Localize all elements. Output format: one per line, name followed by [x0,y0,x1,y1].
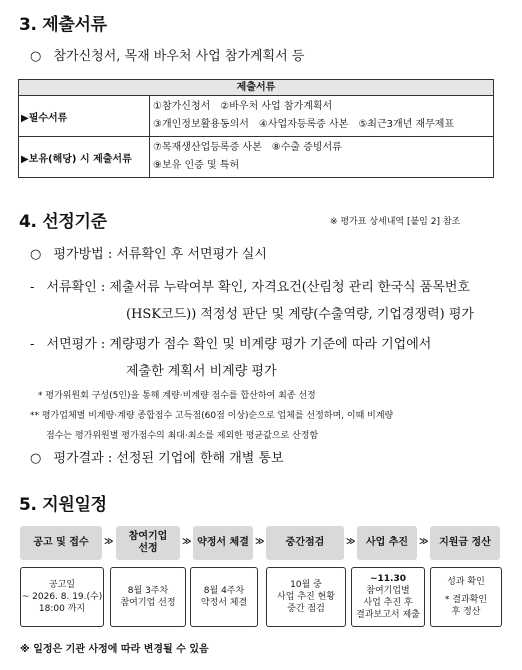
schedule-detail-midcheck [266,567,346,627]
section3-bullet [30,45,304,64]
detail-line: 공고일 [48,580,76,590]
doc-check-line2: (HSK코드)) 적정성 판단 및 계량(수출역량, 기업경쟁력) 평가 [126,307,474,322]
section3-title: 3. 제출서류 [19,15,107,35]
detail-line: 18:00 까지 [38,604,86,614]
schedule-detail-settlement [430,567,502,627]
detail-line: 사업 추진 후 [363,598,413,608]
chevron-right-icon: ≫ [419,537,429,547]
optional-docs-line: ⑦목재생산업등록증 사본 ⑧수출 증빙서류 [153,142,342,153]
chevron-right-icon: ≫ [255,537,265,547]
section3-bullet-text: 참가신청서, 목재 바우처 사업 참가계획서 등 [53,49,305,64]
detail-line: 후 정산 [451,607,481,617]
detail-line: ~ 2026. 8. 19.(수) [21,592,103,602]
schedule-step-execution: 사업 추진 [357,526,417,560]
optional-docs-cell [150,137,494,178]
schedule-detail-selection [110,567,186,627]
schedule-step-agreement: 약정서 체결 [193,526,253,560]
optional-docs-line: ⑨보유 인증 및 특허 [153,160,240,171]
section5-title: 5. 지원일정 [19,495,107,515]
detail-line: 성과 확인 [447,577,485,587]
circle-bullet-icon: ○ [30,247,42,262]
circle-bullet-icon: ○ [30,49,42,64]
detail-line: ~11.30 [369,574,406,584]
schedule-step-announce: 공고 및 접수 [20,526,102,560]
detail-line: 참여기업 선정 [120,598,176,608]
schedule-detail-agreement [190,567,258,627]
required-docs-cell [150,96,494,137]
chevron-right-icon: ≫ [346,537,356,547]
detail-line: 사업 추진 현황 [277,592,335,602]
dash-bullet-icon: - [30,337,35,352]
circle-bullet-icon: ○ [30,451,42,466]
required-docs-line: ①참가신청서 ②바우처 사업 참가계획서 [153,101,333,112]
written-eval-line2: 제출한 계획서 비계량 평가 [126,364,277,379]
method-line [30,243,267,262]
optional-docs-label: ▶보유(해당) 시 제출서류 [19,137,150,178]
required-docs-label: ▶필수서류 [19,96,150,137]
chevron-right-icon: ≫ [182,537,192,547]
schedule-detail-announce [20,567,104,627]
method-text: 평가방법 : 서류확인 후 서면평가 실시 [53,247,267,262]
result-text: 평가결과 : 선정된 기업에 한해 개별 통보 [53,451,284,466]
doc-check-text: 서류확인 : 제출서류 누락여부 확인, 자격요건(산림청 관리 한국식 품목번호 [46,280,470,295]
doc-check-line1 [30,276,470,295]
schedule-step-settlement: 지원금 정산 [430,526,500,560]
section4-note: ※ 평가표 상세내역 [붙임 2] 참조 [330,217,461,227]
detail-line: 참여기업별 [366,586,410,596]
result-line [30,447,284,466]
documents-table-header: 제출서류 [19,80,494,96]
detail-line: 8월 4주차 [203,586,245,596]
section4-title: 4. 선정기준 [19,212,107,232]
footnote-2-line1: ** 평가업체별 비계량·계량 종합점수 고득점(60점 이상)순으로 업체를 선정하며, 이때 비계량 [30,411,394,421]
required-docs-line: ③개인정보활용동의서 ④사업자등록증 사본 ⑤최근3개년 재무제표 [153,119,455,130]
chevron-right-icon: ≫ [104,537,114,547]
schedule-footer-note: ※ 일정은 기관 사정에 따라 변경될 수 있음 [20,644,209,655]
detail-line: 결과보고서 제출 [356,610,420,620]
schedule-step-midcheck: 중간점검 [266,526,344,560]
detail-line: 약정서 체결 [200,598,248,608]
schedule-step-selection: 참여기업 선정 [116,526,180,560]
detail-line: 10월 중 [290,580,322,590]
footnote-2-line2: 점수는 평가위원별 평가점수의 최대·최소를 제외한 평균값으로 산정함 [46,431,319,441]
detail-line: 8월 3주차 [127,586,169,596]
documents-table [18,79,494,178]
detail-line: * 결과확인 [444,595,488,605]
written-eval-line1 [30,333,431,352]
dash-bullet-icon: - [30,280,35,295]
schedule-detail-execution [351,567,425,627]
footnote-1: * 평가위원회 구성(5인)을 통해 계량·비계량 점수를 합산하여 최종 선정 [38,391,316,401]
written-eval-text: 서면평가 : 계량평가 점수 확인 및 비계량 평가 기준에 따라 기업에서 [46,337,432,352]
detail-line: 중간 점검 [287,604,325,614]
